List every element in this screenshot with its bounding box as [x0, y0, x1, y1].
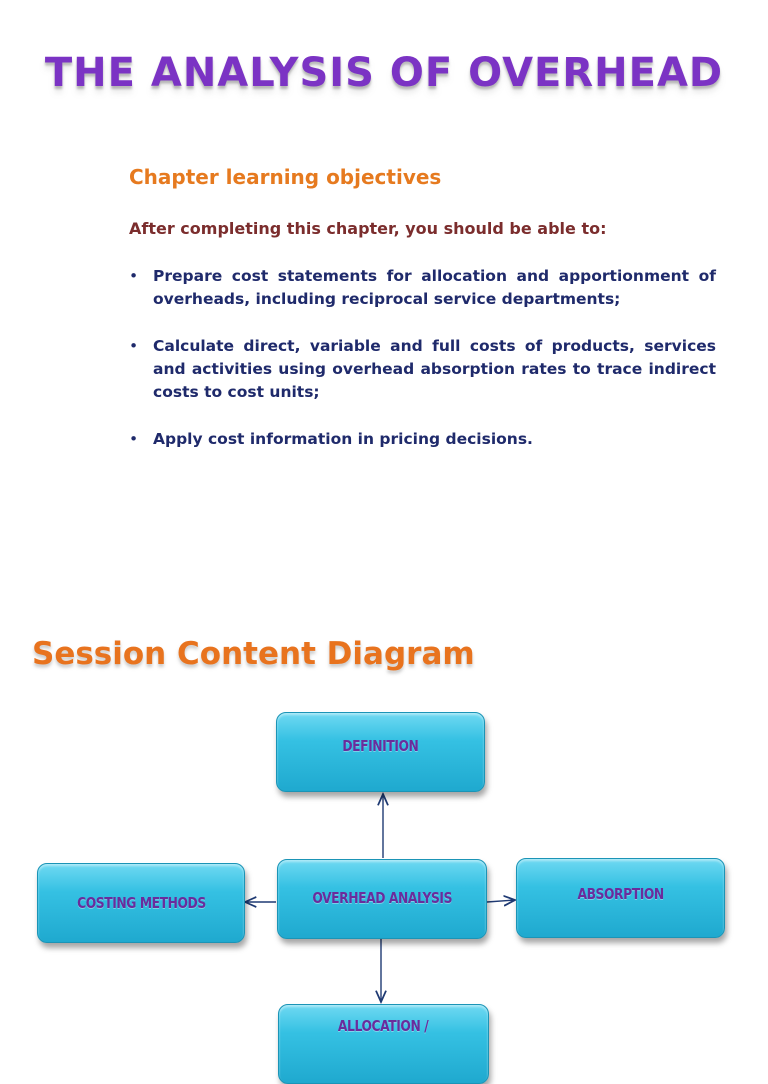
objective-item [129, 428, 716, 451]
overhead-analysis-label: OVERHEAD ANALYSIS [312, 889, 452, 907]
absorption-label: ABSORPTION [577, 885, 664, 903]
definition-box [276, 712, 485, 792]
objective-text: Prepare cost statements for allocation and apportionment of overheads, including reciprocal service departments; [153, 267, 716, 308]
objectives-heading: Chapter learning objectives [129, 165, 442, 189]
slide-session-content [0, 600, 768, 1035]
bullet-icon: • [129, 337, 139, 355]
allocation-box [278, 1004, 489, 1084]
session-diagram-title: Session Content Diagram [32, 636, 475, 672]
costing-methods-label: COSTING METHODS [76, 894, 206, 912]
objective-item [129, 335, 716, 404]
allocation-label: ALLOCATION / [338, 1017, 429, 1035]
slide-title: THE ANALYSIS OF OVERHEAD [44, 50, 724, 96]
arrow-to-absorption [487, 900, 515, 902]
objective-item [129, 265, 716, 311]
objective-text: Calculate direct, variable and full costs of products, services and activities using overhead absorption rates to trace indirect costs to cost units; [153, 337, 716, 401]
objective-text: Apply cost information in pricing decisions. [153, 430, 533, 448]
overhead-analysis-box [277, 859, 487, 939]
objectives-list [129, 265, 716, 475]
objectives-intro: After completing this chapter, you should be able to: [129, 219, 607, 238]
definition-label: DEFINITION [342, 737, 419, 755]
costing-methods-box [37, 863, 245, 943]
absorption-box [516, 858, 725, 938]
bullet-icon: • [129, 267, 139, 285]
bullet-icon: • [129, 430, 139, 448]
